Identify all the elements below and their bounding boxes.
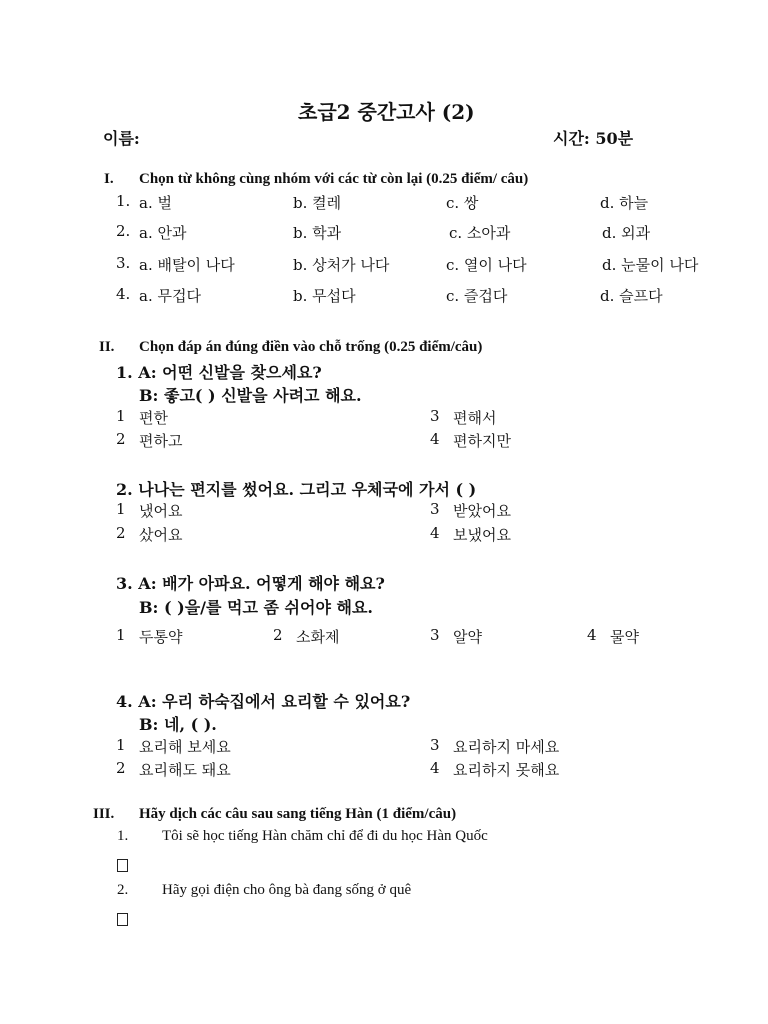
s1-row4-number: 4. <box>116 285 131 303</box>
q1-opt2-number: 2 <box>116 430 126 448</box>
s1-row3-option-d: d. 눈물이 나다 <box>602 256 699 274</box>
q2-opt2-text: 샀어요 <box>139 526 183 544</box>
q2-opt3-text: 받았어요 <box>453 502 511 520</box>
s3-item1-number: 1. <box>117 828 129 844</box>
q1-opt3-number: 3 <box>430 407 440 425</box>
q1-line1: 1. A: 어떤 신발을 찾으세요? <box>116 363 322 382</box>
s3-item1-text: Tôi sẽ học tiếng Hàn chăm chỉ để đi du học Hàn Quốc <box>162 828 488 844</box>
q3-opt1-text: 두통약 <box>139 628 183 646</box>
q1-opt4-text: 편하지만 <box>453 432 511 450</box>
q4-opt2-number: 2 <box>116 759 126 777</box>
q1-opt2-text: 편하고 <box>139 432 183 450</box>
s1-row4-option-d: d. 슬프다 <box>600 287 663 305</box>
name-label: 이름: <box>103 129 140 148</box>
section2-heading: Chọn đáp án đúng điền vào chỗ trống (0.25 điểm/câu) <box>139 339 483 355</box>
s3-item2-text: Hãy gọi điện cho ông bà đang sống ở quê <box>162 882 412 898</box>
s1-row3-option-a: a. 배탈이 나다 <box>139 256 235 274</box>
q4-opt1-text: 요리해 보세요 <box>139 738 231 756</box>
section3-number: III. <box>93 806 115 822</box>
q3-line1: 3. A: 배가 아파요. 어떻게 해야 해요? <box>116 574 385 593</box>
s1-row1-number: 1. <box>116 192 131 210</box>
q3-opt2-number: 2 <box>273 626 283 644</box>
q3-opt4-number: 4 <box>587 626 597 644</box>
q2-opt1-number: 1 <box>116 500 126 518</box>
s1-row1-option-c: c. 쌍 <box>446 194 479 212</box>
s1-row1-option-b: b. 켤레 <box>293 194 342 212</box>
s1-row4-option-a: a. 무겁다 <box>139 287 201 305</box>
s3-item2-answer-box <box>117 911 128 930</box>
q2-line1: 2. 나나는 편지를 썼어요. 그리고 우체국에 가서 ( ) <box>116 480 477 499</box>
q3-opt2-text: 소화제 <box>296 628 340 646</box>
q2-opt3-number: 3 <box>430 500 440 518</box>
section1-number: I. <box>104 171 114 187</box>
s1-row1-option-a: a. 벌 <box>139 194 172 212</box>
q2-opt2-number: 2 <box>116 524 126 542</box>
s1-row3-option-c: c. 열이 나다 <box>446 256 527 274</box>
q1-opt3-text: 편해서 <box>453 409 497 427</box>
q1-line2: B: 좋고( ) 신발을 사려고 해요. <box>139 386 362 405</box>
s1-row3-option-b: b. 상처가 나다 <box>293 256 390 274</box>
q1-opt1-text: 편한 <box>139 409 168 427</box>
q4-opt3-number: 3 <box>430 736 440 754</box>
s1-row2-option-b: b. 학과 <box>293 224 342 242</box>
section3-heading: Hãy dịch các câu sau sang tiếng Hàn (1 điểm/câu) <box>139 806 457 822</box>
q1-opt1-number: 1 <box>116 407 126 425</box>
q4-opt1-number: 1 <box>116 736 126 754</box>
s1-row2-option-d: d. 외과 <box>602 224 651 242</box>
s1-row4-option-c: c. 즐겁다 <box>446 287 508 305</box>
q2-opt4-text: 보냈어요 <box>453 526 511 544</box>
q4-line2: B: 네, ( ). <box>139 715 217 734</box>
q4-opt4-number: 4 <box>430 759 440 777</box>
s1-row2-number: 2. <box>116 222 131 240</box>
q3-opt4-text: 물약 <box>610 628 639 646</box>
s1-row1-option-d: d. 하늘 <box>600 194 649 212</box>
q4-opt3-text: 요리하지 마세요 <box>453 738 560 756</box>
q3-opt1-number: 1 <box>116 626 126 644</box>
time-label: 시간: 50분 <box>553 129 634 148</box>
q3-line2: B: ( )을/를 먹고 좀 쉬어야 해요. <box>139 598 373 617</box>
s1-row3-number: 3. <box>116 254 131 272</box>
q4-opt2-text: 요리해도 돼요 <box>139 761 231 779</box>
s3-item1-answer-box <box>117 857 128 876</box>
q1-opt4-number: 4 <box>430 430 440 448</box>
page-title: 초급2 중간고사 (2) <box>298 100 475 124</box>
q2-opt4-number: 4 <box>430 524 440 542</box>
s1-row4-option-b: b. 무섭다 <box>293 287 356 305</box>
section1-heading: Chọn từ không cùng nhóm với các từ còn lại (0.25 điểm/ câu) <box>139 171 529 187</box>
q3-opt3-number: 3 <box>430 626 440 644</box>
s3-item2-number: 2. <box>117 882 129 898</box>
q4-opt4-text: 요리하지 못해요 <box>453 761 560 779</box>
section2-number: II. <box>99 339 115 355</box>
q3-opt3-text: 알약 <box>453 628 482 646</box>
q2-opt1-text: 냈어요 <box>139 502 183 520</box>
s1-row2-option-c: c. 소아과 <box>449 224 511 242</box>
q4-line1: 4. A: 우리 하숙집에서 요리할 수 있어요? <box>116 692 411 711</box>
s1-row2-option-a: a. 안과 <box>139 224 187 242</box>
